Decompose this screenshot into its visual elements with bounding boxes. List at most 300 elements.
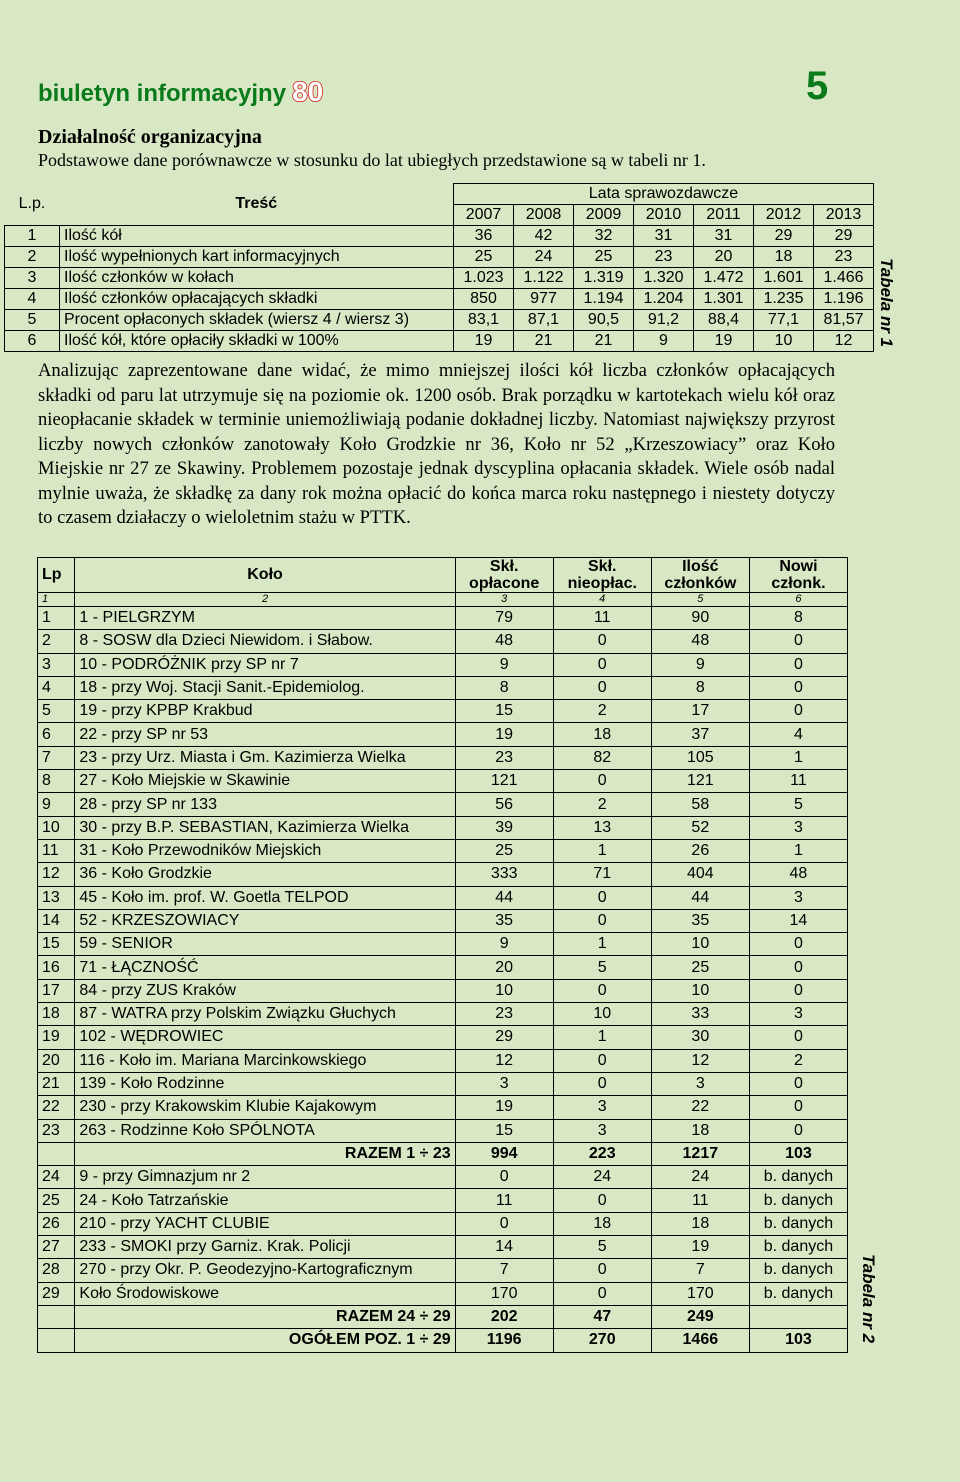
members-count: 24	[651, 1166, 749, 1189]
members-count: 3	[651, 1072, 749, 1095]
new-members: 0	[749, 1072, 847, 1095]
new-members: b. danych	[749, 1236, 847, 1259]
table-row	[38, 1166, 848, 1189]
circles-table	[37, 557, 848, 1353]
unpaid-fees: 5	[553, 956, 651, 979]
row-number: 29	[38, 1282, 75, 1305]
col-unpaid-header: Skł. nieopłac.	[553, 558, 651, 593]
row-value: 88,4	[694, 310, 754, 331]
new-members: 5	[749, 793, 847, 816]
circle-name: 87 - WATRA przy Polskim Związku Głuchych	[75, 1003, 455, 1026]
row-value: 83,1	[454, 310, 514, 331]
paid-fees: 333	[455, 863, 553, 886]
row-number: 6	[5, 331, 60, 352]
new-members: 0	[749, 933, 847, 956]
table-row	[38, 1282, 848, 1305]
members-count: 22	[651, 1096, 749, 1119]
row-value: 29	[814, 226, 874, 247]
unpaid-fees: 0	[553, 1189, 651, 1212]
table-row	[38, 723, 848, 746]
row-number: 3	[5, 268, 60, 289]
row-value: 850	[454, 289, 514, 310]
year-header: 2008	[514, 205, 574, 226]
paid-fees: 9	[455, 653, 553, 676]
table-row	[38, 1212, 848, 1235]
paid-fees: 11	[455, 1189, 553, 1212]
sum-members: 1217	[651, 1142, 749, 1165]
empty-cell	[38, 1305, 75, 1328]
new-members: 3	[749, 886, 847, 909]
new-members: 3	[749, 816, 847, 839]
table-row	[38, 979, 848, 1002]
row-number: 5	[5, 310, 60, 331]
row-value: 21	[574, 331, 634, 352]
row-number: 10	[38, 816, 75, 839]
year-header: 2013	[814, 205, 874, 226]
sum-label: RAZEM 1 ÷ 23	[75, 1142, 455, 1165]
col-lp-header: L.p.	[18, 195, 46, 213]
circle-name: 36 - Koło Grodzkie	[75, 863, 455, 886]
circle-name: 22 - przy SP nr 53	[75, 723, 455, 746]
members-count: 37	[651, 723, 749, 746]
row-number: 8	[38, 770, 75, 793]
year-header: 2009	[574, 205, 634, 226]
sum-unpaid: 223	[553, 1142, 651, 1165]
table-row	[5, 289, 874, 310]
table-row	[5, 331, 874, 352]
paid-fees: 7	[455, 1259, 553, 1282]
unpaid-fees: 0	[553, 1049, 651, 1072]
analysis-paragraph: Analizując zaprezentowane dane widać, że mimo mniejszej ilości kół liczba członków opłacających składki od paru lat utrzymuje się na poziomie ok. 1200 osób. Brak porządku w kartotekach wielu kół oraz nieopłacanie składek w terminie uniemożliwiają podanie dokładnej liczby. Natomiast największy przyrost liczby nowych członków zanotowały Koło Grodzkie nr 36, Koło nr 52 „Krzeszowiacy” oraz Koło Miejskie nr 27 ze Skawiny. Problemem pozostaje jednak dyscyplina opłacania składek. Wiele osób nadal mylnie uważa, że składkę za dany rok można opłacić do końca marca roku następnego i niestety dotyczy to czasem działaczy o wieloletnim stażu w PTTK.	[38, 360, 835, 528]
unpaid-fees: 0	[553, 770, 651, 793]
row-number: 3	[38, 653, 75, 676]
paid-fees: 19	[455, 723, 553, 746]
members-count: 18	[651, 1212, 749, 1235]
row-number: 22	[38, 1096, 75, 1119]
row-number: 2	[5, 247, 60, 268]
row-number: 7	[38, 746, 75, 769]
row-number: 21	[38, 1072, 75, 1095]
new-members: 11	[749, 770, 847, 793]
members-count: 30	[651, 1026, 749, 1049]
circle-name: 28 - przy SP nr 133	[75, 793, 455, 816]
row-number: 20	[38, 1049, 75, 1072]
empty-cell	[38, 1329, 75, 1352]
row-label: Ilość członków opłacających składki	[60, 289, 454, 310]
members-count: 33	[651, 1003, 749, 1026]
row-number: 1	[5, 226, 60, 247]
circle-name: 233 - SMOKI przy Garniz. Krak. Policji	[75, 1236, 455, 1259]
sum-members: 249	[651, 1305, 749, 1328]
table-row	[5, 247, 874, 268]
row-value: 25	[454, 247, 514, 268]
members-count: 19	[651, 1236, 749, 1259]
year-header: 2007	[454, 205, 514, 226]
new-members: 4	[749, 723, 847, 746]
circle-name: 18 - przy Woj. Stacji Sanit.-Epidemiolog.	[75, 676, 455, 699]
circle-name: 116 - Koło im. Mariana Marcinkowskiego	[75, 1049, 455, 1072]
row-value: 12	[814, 331, 874, 352]
row-number: 9	[38, 793, 75, 816]
row-value: 9	[634, 331, 694, 352]
unpaid-fees: 5	[553, 1236, 651, 1259]
grand-total-row	[38, 1329, 848, 1352]
row-number: 26	[38, 1212, 75, 1235]
row-number: 18	[38, 1003, 75, 1026]
circle-name: 263 - Rodzinne Koło SPÓLNOTA	[75, 1119, 455, 1142]
paid-fees: 39	[455, 816, 553, 839]
new-members: 1	[749, 839, 847, 862]
year-header: 2010	[634, 205, 694, 226]
col-tresc-header: Treść	[235, 195, 278, 213]
unpaid-fees: 2	[553, 793, 651, 816]
col-paid-header: Skł. opłacone	[455, 558, 553, 593]
sum-paid: 994	[455, 1142, 553, 1165]
row-number: 25	[38, 1189, 75, 1212]
members-count: 11	[651, 1189, 749, 1212]
col-lp-header: Lp	[38, 558, 75, 593]
new-members: 48	[749, 863, 847, 886]
new-members: 1	[749, 746, 847, 769]
circle-name: 1 - PIELGRZYM	[75, 607, 455, 630]
members-count: 121	[651, 770, 749, 793]
members-count: 12	[651, 1049, 749, 1072]
row-value: 91,2	[634, 310, 694, 331]
unpaid-fees: 24	[553, 1166, 651, 1189]
row-label: Ilość członków w kołach	[60, 268, 454, 289]
row-number: 23	[38, 1119, 75, 1142]
row-value: 32	[574, 226, 634, 247]
unpaid-fees: 0	[553, 676, 651, 699]
paid-fees: 14	[455, 1236, 553, 1259]
new-members: 0	[749, 979, 847, 1002]
paid-fees: 79	[455, 607, 553, 630]
page-number: 5	[806, 64, 829, 108]
unpaid-fees: 0	[553, 1072, 651, 1095]
table-row	[38, 1096, 848, 1119]
table-row	[38, 816, 848, 839]
unpaid-fees: 1	[553, 839, 651, 862]
unpaid-fees: 2	[553, 700, 651, 723]
table-row	[38, 886, 848, 909]
row-value: 23	[634, 247, 694, 268]
row-number: 28	[38, 1259, 75, 1282]
table-row	[5, 226, 874, 247]
circle-name: 210 - przy YACHT CLUBIE	[75, 1212, 455, 1235]
row-value: 1.194	[574, 289, 634, 310]
members-count: 26	[651, 839, 749, 862]
new-members: b. danych	[749, 1166, 847, 1189]
paid-fees: 10	[455, 979, 553, 1002]
unpaid-fees: 10	[553, 1003, 651, 1026]
col-index: 2	[75, 593, 455, 607]
new-members: 3	[749, 1003, 847, 1026]
members-count: 170	[651, 1282, 749, 1305]
members-count: 105	[651, 746, 749, 769]
row-value: 42	[514, 226, 574, 247]
table-row	[38, 746, 848, 769]
new-members: 2	[749, 1049, 847, 1072]
circle-name: 31 - Koło Przewodników Miejskich	[75, 839, 455, 862]
circle-name: 23 - przy Urz. Miasta i Gm. Kazimierza Wielka	[75, 746, 455, 769]
row-label: Ilość kół	[60, 226, 454, 247]
col-kolo-header: Koło	[75, 558, 455, 593]
row-value: 19	[454, 331, 514, 352]
row-value: 1.466	[814, 268, 874, 289]
row-value: 29	[754, 226, 814, 247]
sum-members: 1466	[651, 1329, 749, 1352]
col-members-header: Ilość członków	[651, 558, 749, 593]
row-number: 4	[5, 289, 60, 310]
paid-fees: 48	[455, 630, 553, 653]
row-value: 1.023	[454, 268, 514, 289]
row-value: 20	[694, 247, 754, 268]
circle-name: 139 - Koło Rodzinne	[75, 1072, 455, 1095]
row-number: 15	[38, 933, 75, 956]
table-2-label: Tabela nr 2	[859, 1254, 878, 1344]
paid-fees: 23	[455, 746, 553, 769]
new-members: 0	[749, 700, 847, 723]
row-value: 31	[634, 226, 694, 247]
members-count: 25	[651, 956, 749, 979]
col-index: 6	[749, 593, 847, 607]
row-number: 13	[38, 886, 75, 909]
row-number: 24	[38, 1166, 75, 1189]
table-row	[38, 1049, 848, 1072]
row-number: 17	[38, 979, 75, 1002]
col-index: 4	[553, 593, 651, 607]
unpaid-fees: 0	[553, 1282, 651, 1305]
table-row	[5, 310, 874, 331]
table-row	[38, 839, 848, 862]
unpaid-fees: 13	[553, 816, 651, 839]
members-count: 44	[651, 886, 749, 909]
row-value: 23	[814, 247, 874, 268]
table-row	[38, 653, 848, 676]
unpaid-fees: 1	[553, 1026, 651, 1049]
table-row	[38, 1236, 848, 1259]
unpaid-fees: 11	[553, 607, 651, 630]
paid-fees: 20	[455, 956, 553, 979]
row-value: 1.301	[694, 289, 754, 310]
new-members: 8	[749, 607, 847, 630]
new-members: 0	[749, 1096, 847, 1119]
table-row	[38, 1072, 848, 1095]
circle-name: 8 - SOSW dla Dzieci Niewidom. i Słabow.	[75, 630, 455, 653]
table-row	[38, 863, 848, 886]
circle-name: 230 - przy Krakowskim Klubie Kajakowym	[75, 1096, 455, 1119]
unpaid-fees: 0	[553, 909, 651, 932]
circle-name: 270 - przy Okr. P. Geodezyjno-Kartograficznym	[75, 1259, 455, 1282]
members-count: 35	[651, 909, 749, 932]
row-number: 16	[38, 956, 75, 979]
row-number: 2	[38, 630, 75, 653]
row-number: 12	[38, 863, 75, 886]
row-number: 1	[38, 607, 75, 630]
new-members: b. danych	[749, 1259, 847, 1282]
table-row	[38, 770, 848, 793]
row-label: Procent opłaconych składek (wiersz 4 / wiersz 3)	[60, 310, 454, 331]
row-value: 1.319	[574, 268, 634, 289]
row-value: 1.196	[814, 289, 874, 310]
row-number: 27	[38, 1236, 75, 1259]
row-label: Ilość kół, które opłaciły składki w 100%	[60, 331, 454, 352]
row-value: 81,57	[814, 310, 874, 331]
row-number: 6	[38, 723, 75, 746]
row-number: 14	[38, 909, 75, 932]
table-row	[38, 1026, 848, 1049]
circle-name: 102 - WĘDROWIEC	[75, 1026, 455, 1049]
circle-name: 27 - Koło Miejskie w Skawinie	[75, 770, 455, 793]
paid-fees: 0	[455, 1212, 553, 1235]
unpaid-fees: 18	[553, 1212, 651, 1235]
empty-cell	[38, 1142, 75, 1165]
row-value: 21	[514, 331, 574, 352]
table-row	[38, 1259, 848, 1282]
bulletin-header	[38, 76, 323, 108]
paid-fees: 9	[455, 933, 553, 956]
table-row	[38, 607, 848, 630]
year-header: 2011	[694, 205, 754, 226]
row-value: 25	[574, 247, 634, 268]
paid-fees: 3	[455, 1072, 553, 1095]
paid-fees: 0	[455, 1166, 553, 1189]
table-row	[38, 630, 848, 653]
circle-name: 19 - przy KPBP Krakbud	[75, 700, 455, 723]
sum-paid: 1196	[455, 1329, 553, 1352]
unpaid-fees: 0	[553, 886, 651, 909]
paid-fees: 19	[455, 1096, 553, 1119]
col-index: 5	[651, 593, 749, 607]
circle-name: Koło Środowiskowe	[75, 1282, 455, 1305]
comparison-table	[4, 183, 874, 352]
new-members: b. danych	[749, 1212, 847, 1235]
paid-fees: 35	[455, 909, 553, 932]
circle-name: 24 - Koło Tatrzańskie	[75, 1189, 455, 1212]
members-count: 10	[651, 979, 749, 1002]
row-value: 1.122	[514, 268, 574, 289]
row-value: 24	[514, 247, 574, 268]
members-count: 404	[651, 863, 749, 886]
row-value: 1.204	[634, 289, 694, 310]
unpaid-fees: 3	[553, 1096, 651, 1119]
sum-unpaid: 47	[553, 1305, 651, 1328]
members-count: 9	[651, 653, 749, 676]
sum-unpaid: 270	[553, 1329, 651, 1352]
new-members: b. danych	[749, 1282, 847, 1305]
year-header: 2012	[754, 205, 814, 226]
paid-fees: 23	[455, 1003, 553, 1026]
years-group-header: Lata sprawozdawcze	[454, 184, 874, 205]
circle-name: 71 - ŁĄCZNOŚĆ	[75, 956, 455, 979]
row-value: 18	[754, 247, 814, 268]
row-value: 1.472	[694, 268, 754, 289]
members-count: 17	[651, 700, 749, 723]
sum-new: 103	[749, 1142, 847, 1165]
paid-fees: 56	[455, 793, 553, 816]
sum-new: 103	[749, 1329, 847, 1352]
bulletin-title: biuletyn informacyjny	[38, 80, 287, 107]
row-number: 11	[38, 839, 75, 862]
new-members: 14	[749, 909, 847, 932]
table-row	[38, 1189, 848, 1212]
table-row	[38, 956, 848, 979]
unpaid-fees: 0	[553, 653, 651, 676]
paid-fees: 15	[455, 700, 553, 723]
members-count: 8	[651, 676, 749, 699]
table-row	[38, 1003, 848, 1026]
col-index: 1	[38, 593, 75, 607]
circle-name: 84 - przy ZUS Kraków	[75, 979, 455, 1002]
row-value: 77,1	[754, 310, 814, 331]
sum-new	[749, 1305, 847, 1328]
new-members: 0	[749, 630, 847, 653]
unpaid-fees: 18	[553, 723, 651, 746]
table-row	[5, 268, 874, 289]
row-number: 4	[38, 676, 75, 699]
issue-number: 80	[292, 76, 324, 107]
circle-name: 30 - przy B.P. SEBASTIAN, Kazimierza Wielka	[75, 816, 455, 839]
paid-fees: 29	[455, 1026, 553, 1049]
sum-paid: 202	[455, 1305, 553, 1328]
new-members: 0	[749, 653, 847, 676]
circle-name: 59 - SENIOR	[75, 933, 455, 956]
sum-label: RAZEM 24 ÷ 29	[75, 1305, 455, 1328]
table-1-label: Tabela nr 1	[877, 258, 896, 348]
row-number: 19	[38, 1026, 75, 1049]
row-value: 10	[754, 331, 814, 352]
paid-fees: 121	[455, 770, 553, 793]
table-header-row	[38, 558, 848, 593]
new-members: 0	[749, 1119, 847, 1142]
new-members: 0	[749, 956, 847, 979]
paid-fees: 44	[455, 886, 553, 909]
row-value: 1.320	[634, 268, 694, 289]
row-value: 31	[694, 226, 754, 247]
table-row	[38, 909, 848, 932]
circle-name: 45 - Koło im. prof. W. Goetla TELPOD	[75, 886, 455, 909]
unpaid-fees: 3	[553, 1119, 651, 1142]
subtotal-row-1-23	[38, 1142, 848, 1165]
unpaid-fees: 71	[553, 863, 651, 886]
members-count: 48	[651, 630, 749, 653]
unpaid-fees: 82	[553, 746, 651, 769]
row-value: 36	[454, 226, 514, 247]
new-members: 0	[749, 1026, 847, 1049]
circle-name: 52 - KRZESZOWIACY	[75, 909, 455, 932]
paid-fees: 15	[455, 1119, 553, 1142]
paid-fees: 12	[455, 1049, 553, 1072]
circle-name: 10 - PODRÓŻNIK przy SP nr 7	[75, 653, 455, 676]
members-count: 52	[651, 816, 749, 839]
table-row	[38, 676, 848, 699]
members-count: 58	[651, 793, 749, 816]
table-row	[38, 793, 848, 816]
circle-name: 9 - przy Gimnazjum nr 2	[75, 1166, 455, 1189]
row-value: 19	[694, 331, 754, 352]
col-new-header: Nowi członk.	[749, 558, 847, 593]
members-count: 10	[651, 933, 749, 956]
members-count: 90	[651, 607, 749, 630]
row-value: 977	[514, 289, 574, 310]
new-members: b. danych	[749, 1189, 847, 1212]
members-count: 7	[651, 1259, 749, 1282]
table-row	[38, 700, 848, 723]
paid-fees: 25	[455, 839, 553, 862]
row-value: 87,1	[514, 310, 574, 331]
row-number: 5	[38, 700, 75, 723]
paid-fees: 8	[455, 676, 553, 699]
